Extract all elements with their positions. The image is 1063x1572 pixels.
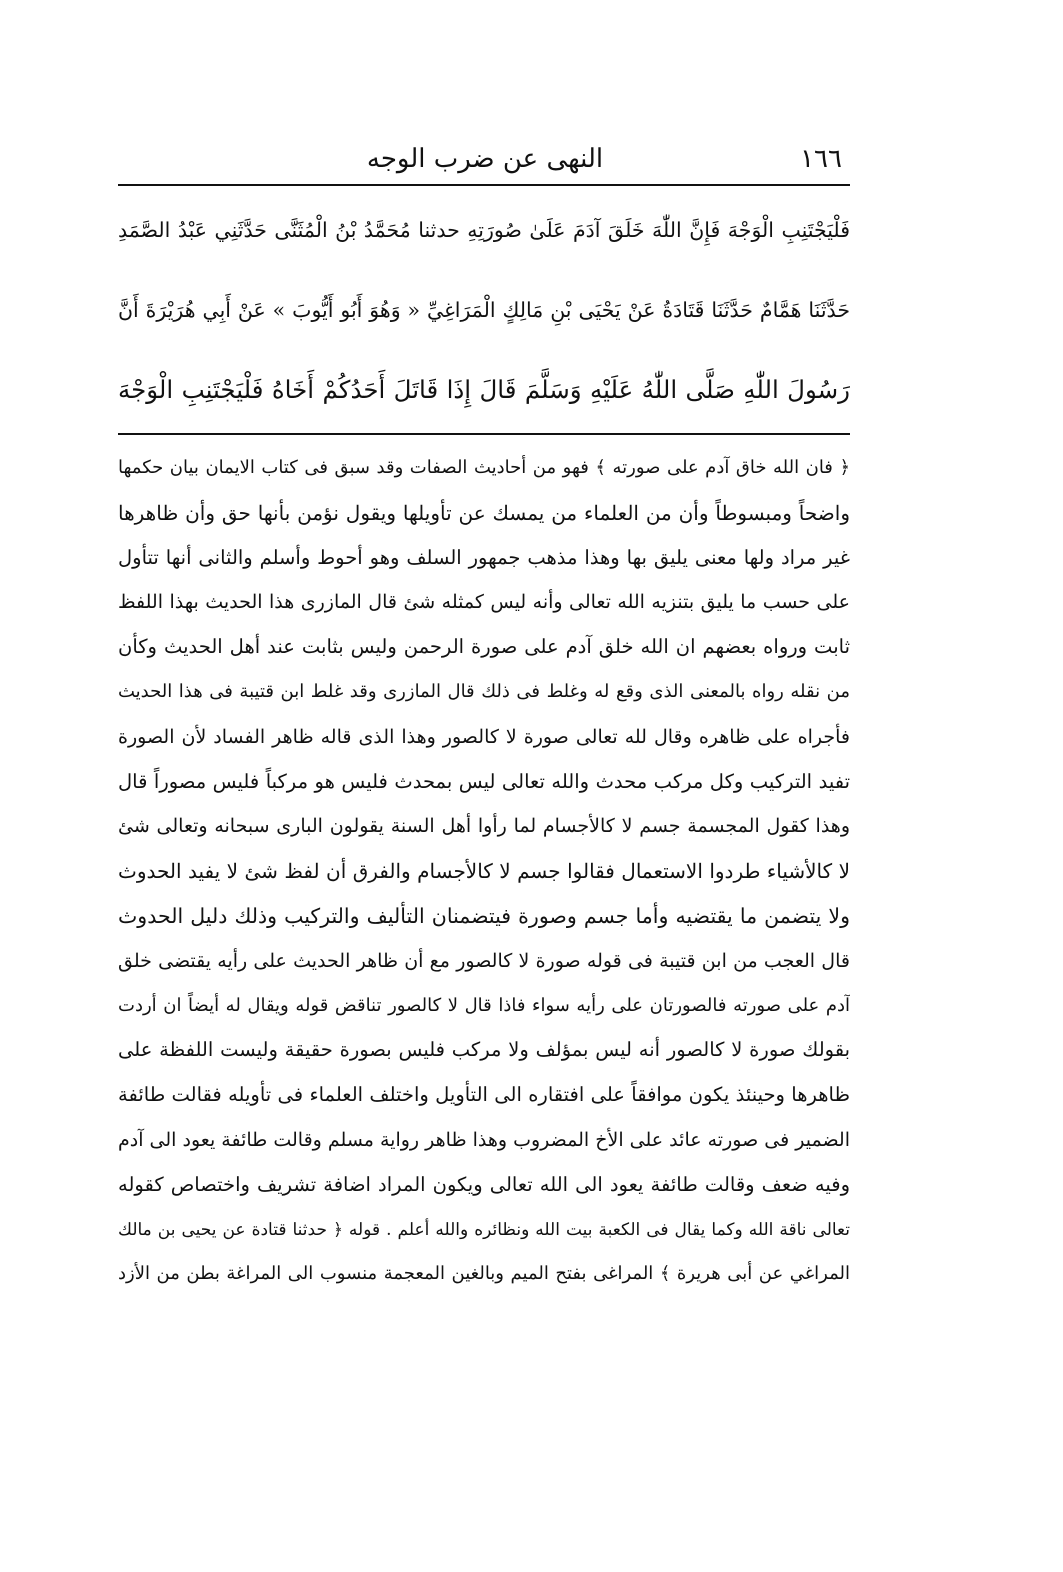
commentary-text: [118, 446, 850, 1297]
hadith-line: حَدَّثَنَا هَمَّامٌ حَدَّثَنَا قَتَادَةُ عَنْ يَحْيَى بْنِ مَالِكٍ الْمَرَاغِيِّ « وَهُوَ أَبُو أَيُّوبَ » عَنْ أَبِي هُرَيْرَةَ أَنَّ: [118, 298, 850, 322]
page-number: ١٦٦: [800, 144, 842, 174]
page-title: النهى عن ضرب الوجه: [366, 144, 604, 174]
commentary-line: غير مراد ولها معنى يليق بها وهذا مذهب جمهور السلف وهو أحوط وأسلم والثانى أنها تتأول: [118, 545, 850, 569]
commentary-line: آدم على صورته فالصورتان على رأيه سواء فاذا قال لا كالصور تناقض قوله ويقال له أيضاً ان أردت: [118, 994, 850, 1016]
commentary-line: تفيد التركيب وكل مركب محدث والله تعالى ليس بمحدث فليس هو مركباً فليس مصوراً قال: [118, 769, 850, 793]
commentary-line: تعالى ناقة الله وكما يقال فى الكعبة بيت الله ونظائره والله أعلم . قوله ﴿ حدثنا قتادة عن يحيى بن مالك: [118, 1219, 850, 1240]
commentary-line: لا كالأشياء طردوا الاستعمال فقالوا جسم لا كالأجسام والفرق أن لفظ شئ لا يفيد الحدوث: [118, 859, 850, 884]
header-divider: [118, 184, 850, 186]
commentary-line: الضمير فى صورته عائد على الأخ المضروب وهذا ظاهر رواية مسلم وقالت طائفة يعود الى آدم: [118, 1128, 850, 1151]
commentary-line: من نقله رواه بالمعنى الذى وقع له وغلط فى ذلك قال المازرى وقد غلط ابن قتيبة فى هذا الحديث: [118, 680, 850, 702]
commentary-line: ثابت ورواه بعضهم ان الله خلق آدم على صورة الرحمن وليس بثابت عند أهل الحديث وكأن: [118, 635, 850, 659]
commentary-line: بقولك صورة لا كالصور أنه ليس بمؤلف ولا مركب فليس بصورة حقيقة وليست اللفظة على: [118, 1038, 850, 1062]
commentary-line: ﴿ فان الله خاق آدم على صورته ﴾ فهو من أحاديث الصفات وقد سبق فى كتاب الايمان بيان حكمها: [118, 457, 850, 478]
commentary-line: ولا يتضمن ما يقتضيه وأما جسم وصورة فيتضمنان التأليف والتركيب وذلك دليل الحدوث: [118, 903, 850, 928]
commentary-line: وفيه ضعف وقالت طائفة يعود الى الله تعالى ويكون المراد اضافة تشريف واختصاص كقوله: [118, 1172, 850, 1196]
commentary-line: على حسب ما يليق بتنزيه الله تعالى وأنه ليس كمثله شئ قال المازرى هذا الحديث بهذا اللفظ: [118, 591, 850, 614]
commentary-line: فأجراه على ظاهره وقال لله تعالى صورة لا كالصور وهذا الذى قاله ظاهر الفساد لأن الصورة: [118, 725, 850, 748]
hadith-line: فَلْيَجْتَنِبِ الْوَجْهَ فَإِنَّ اللّٰهَ خَلَقَ آدَمَ عَلَىٰ صُورَتِهِ حدثنا مُحَمَّدُ بْنُ الْمُثَنَّى حَدَّثَنِي عَبْدُ الصَّمَدِ: [118, 218, 850, 242]
running-header: [120, 138, 850, 178]
commentary-line: واضحاً ومبسوطاً وأن من العلماء من يمسك عن تأويلها ويقول نؤمن بأنها حق وأن ظاهرها: [118, 500, 850, 525]
commentary-line: ظاهرها وحينئذ يكون موافقاً على افتقاره الى التأويل واختلف العلماء فى تأويله فقالت طائفة: [118, 1083, 850, 1107]
section-divider: [118, 433, 850, 435]
hadith-line: رَسُولَ اللّٰهِ صَلَّى اللّٰهُ عَلَيْهِ وَسَلَّمَ قَالَ إِذَا قَاتَلَ أَحَدُكُمْ أَخَاهُ فَلْيَجْتَنِبِ الْوَجْهَ: [118, 375, 850, 404]
hadith-text: [118, 190, 850, 430]
commentary-line: وهذا كقول المجسمة جسم لا كالأجسام لما رأوا أهل السنة يقولون البارى سبحانه وتعالى شئ: [118, 815, 850, 838]
commentary-line: المراغي عن أبى هريرة ﴾ المراغى بفتح الميم وبالغين المعجمة منسوب الى المراغة بطن من الأزد: [118, 1263, 850, 1285]
commentary-line: قال العجب من ابن قتيبة فى قوله صورة لا كالصور مع أن ظاهر الحديث على رأيه يقتضى خلق: [118, 949, 850, 972]
